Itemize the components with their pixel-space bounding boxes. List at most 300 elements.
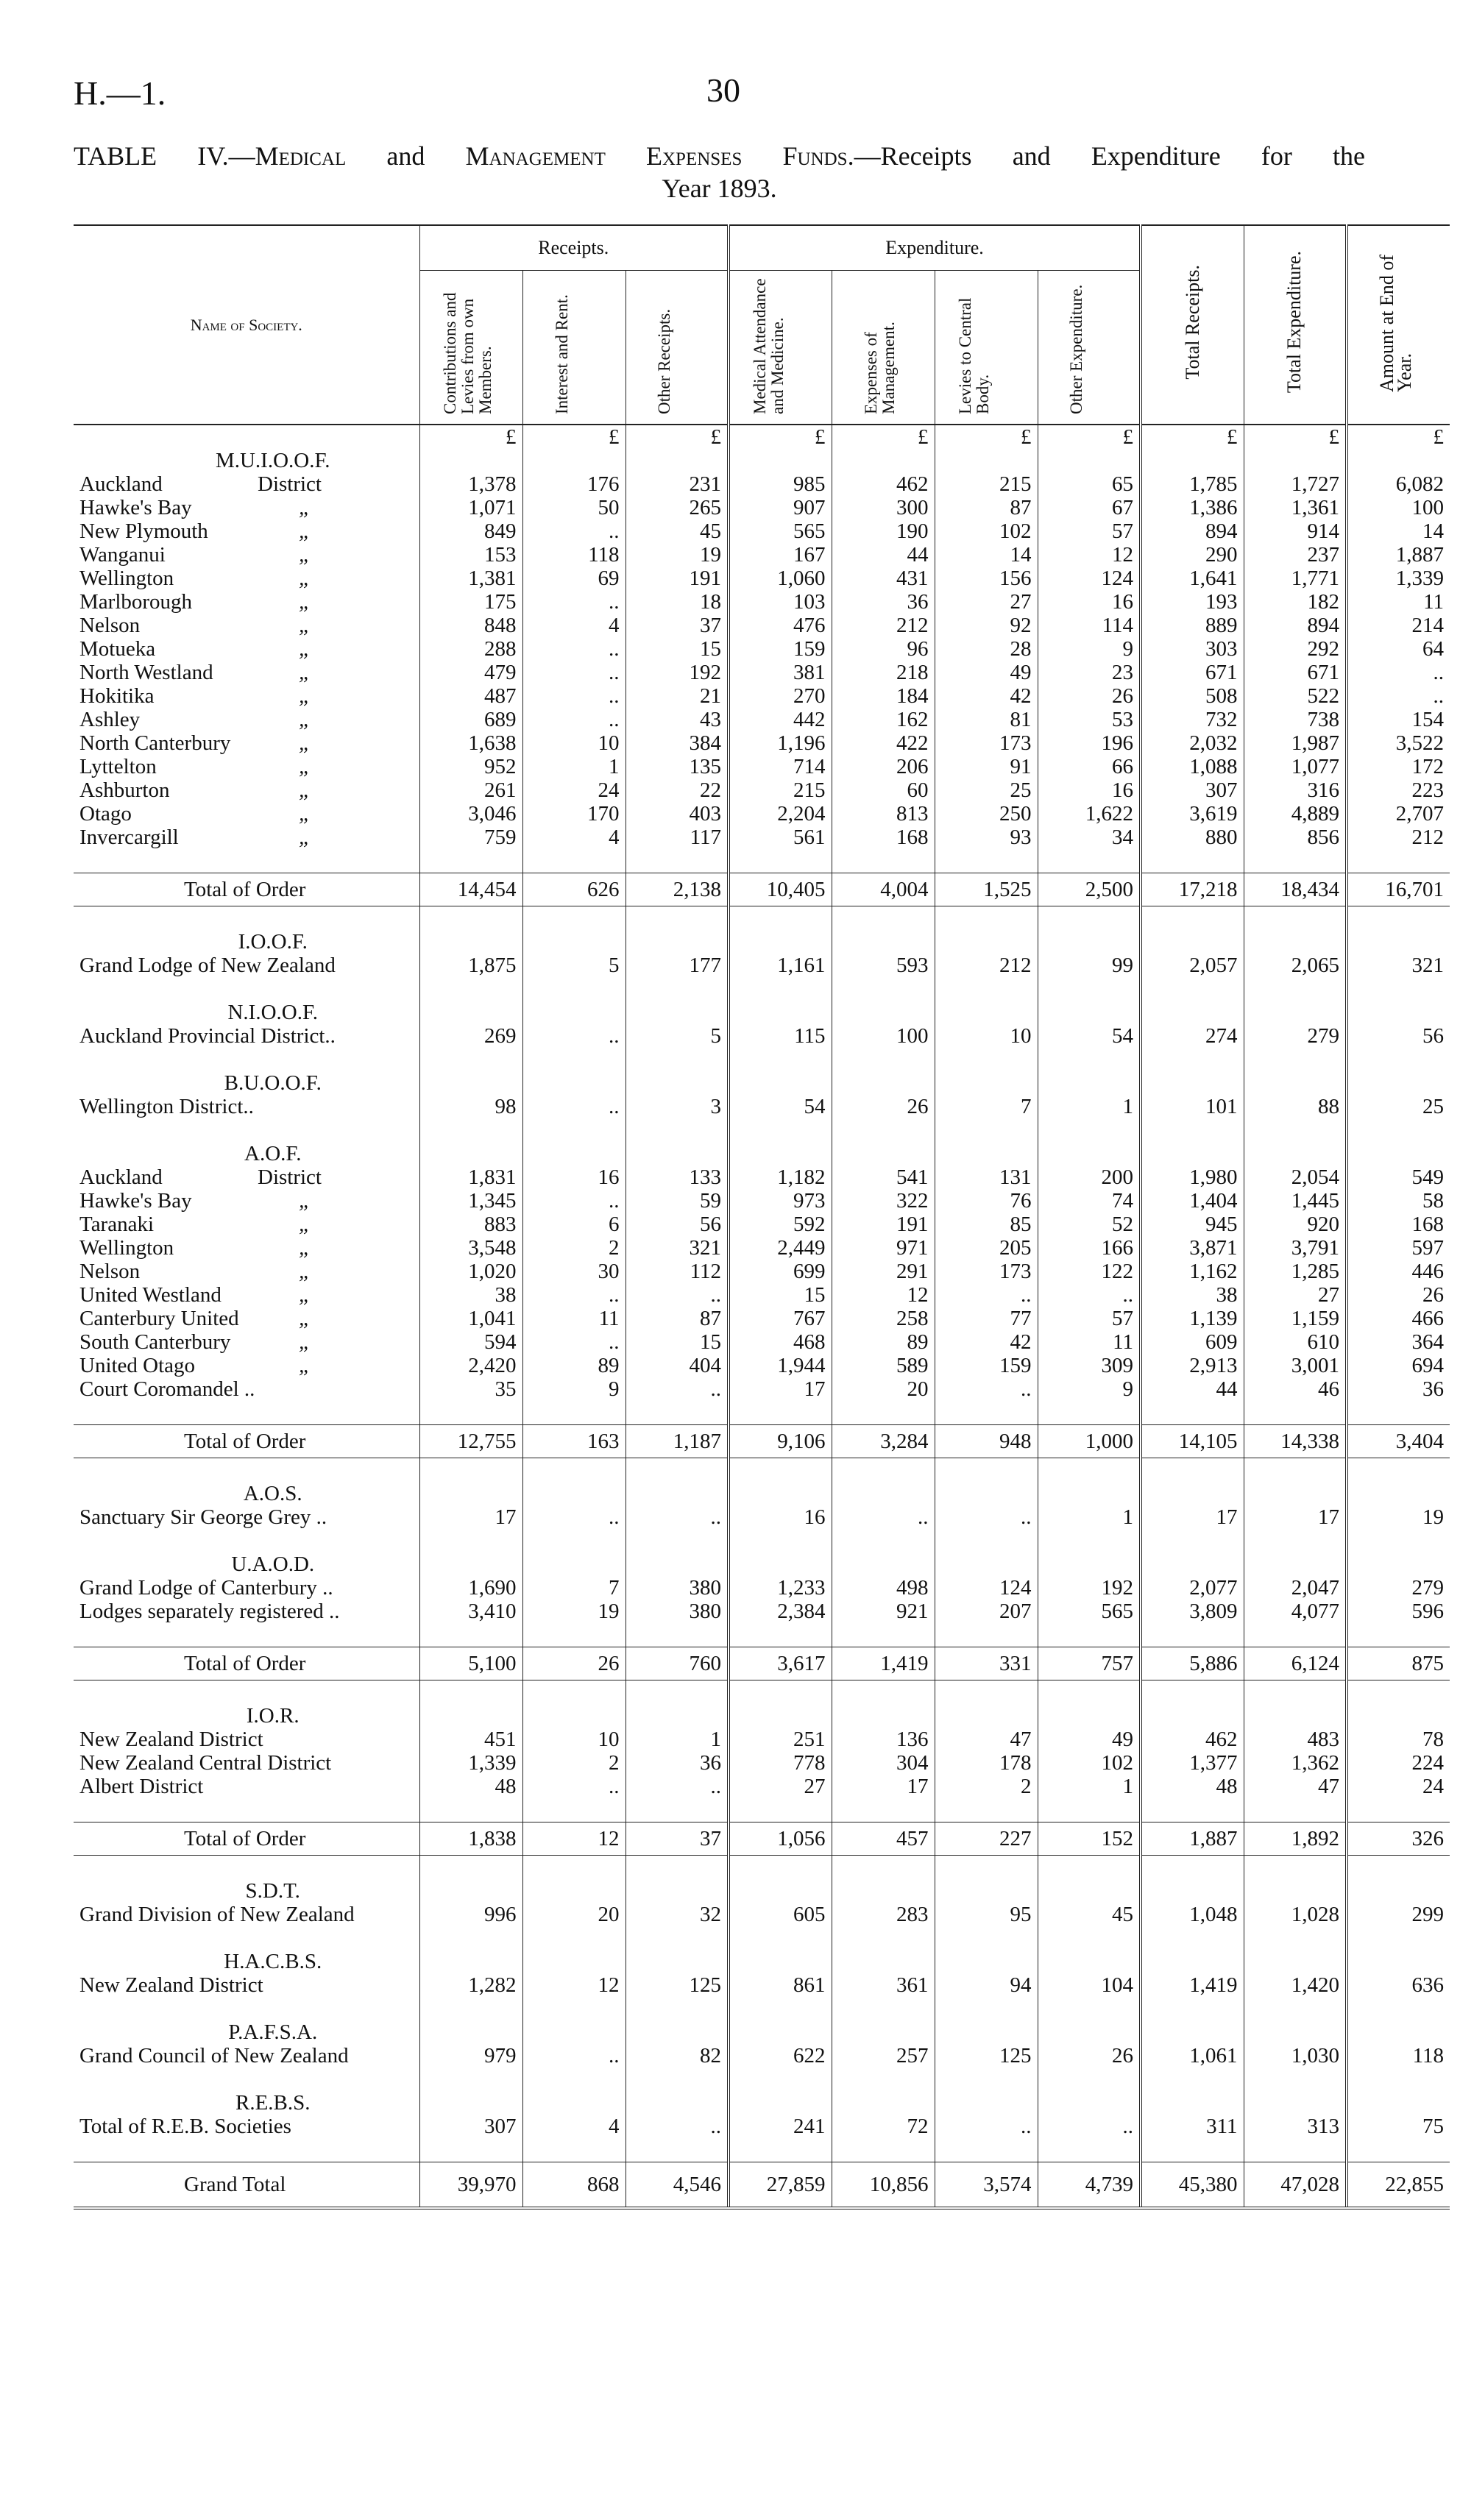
spacer-cell — [1347, 1926, 1450, 1950]
value-cell: 3,410 — [419, 1600, 522, 1623]
spacer-row — [74, 849, 1450, 873]
value-cell: 3,617 — [729, 1647, 832, 1680]
data-table — [74, 224, 1450, 2210]
spacer-cell — [1347, 2138, 1450, 2162]
table-title — [74, 140, 1365, 205]
spacer-cell — [419, 1997, 522, 2020]
value-cell: 53 — [1038, 708, 1141, 731]
value-cell: 689 — [419, 708, 522, 731]
spacer-cell — [729, 849, 832, 873]
value-cell: 1,987 — [1244, 731, 1347, 755]
spacer-cell — [1244, 2020, 1347, 2044]
spacer-cell — [626, 1798, 729, 1822]
value-cell: .. — [626, 1377, 729, 1401]
spacer-cell — [935, 1997, 1038, 2020]
spacer-cell — [1141, 1623, 1244, 1647]
spacer-cell — [1038, 1926, 1141, 1950]
spacer-cell — [626, 849, 729, 873]
society-label: Motueka — [79, 637, 156, 661]
spacer-cell — [626, 930, 729, 954]
value-cell: 56 — [626, 1213, 729, 1236]
value-cell: 849 — [419, 519, 522, 543]
spacer-row — [74, 1623, 1450, 1647]
value-cell: 54 — [729, 1095, 832, 1118]
spacer-cell — [1038, 1071, 1141, 1095]
value-cell: 87 — [626, 1307, 729, 1330]
value-cell: 64 — [1347, 637, 1450, 661]
spacer-cell — [935, 1856, 1038, 1880]
spacer-cell — [1347, 1680, 1450, 1705]
spacer-cell — [1244, 1926, 1347, 1950]
value-cell: 153 — [419, 543, 522, 567]
value-cell: 331 — [935, 1647, 1038, 1680]
spacer-cell — [1141, 1798, 1244, 1822]
grand-total-label: Grand Total — [74, 2162, 419, 2209]
value-cell: 321 — [626, 1236, 729, 1260]
spacer-cell — [729, 449, 832, 472]
spacer-cell — [832, 1798, 935, 1822]
value-cell: 215 — [729, 778, 832, 802]
spacer-cell — [1244, 1458, 1347, 1483]
spacer-cell — [626, 906, 729, 931]
value-cell: 10 — [935, 1024, 1038, 1048]
value-cell: 3,548 — [419, 1236, 522, 1260]
society-label: Grand Lodge of Canterbury .. — [79, 1576, 333, 1600]
value-cell: 1,419 — [832, 1647, 935, 1680]
society-suffix: District — [258, 1165, 322, 1189]
value-cell: 732 — [1141, 708, 1244, 731]
spacer-cell — [832, 449, 935, 472]
value-cell: 4,889 — [1244, 802, 1347, 826]
spacer-cell — [419, 2138, 522, 2162]
spacer-cell — [419, 1401, 522, 1425]
value-cell: 30 — [522, 1260, 626, 1283]
society-label: Otago — [79, 802, 132, 826]
value-cell: 1,041 — [419, 1307, 522, 1330]
value-cell: 592 — [729, 1213, 832, 1236]
spacer-cell — [1141, 2091, 1244, 2115]
spacer-cell — [1038, 1142, 1141, 1165]
society-suffix: „ — [299, 543, 311, 567]
spacer-cell — [1347, 1552, 1450, 1576]
value-cell: 1,361 — [1244, 496, 1347, 519]
value-cell: 1 — [626, 1728, 729, 1751]
value-cell: 5,886 — [1141, 1647, 1244, 1680]
spacer-cell — [1038, 1997, 1141, 2020]
value-cell: 212 — [1347, 826, 1450, 849]
order-header-row — [74, 1071, 1450, 1095]
value-cell: 636 — [1347, 1973, 1450, 1997]
spacer-cell — [74, 1118, 419, 1142]
value-cell: 1,020 — [419, 1260, 522, 1283]
spacer-cell — [832, 849, 935, 873]
value-cell: 192 — [626, 661, 729, 684]
value-cell: 42 — [935, 684, 1038, 708]
value-cell: 122 — [1038, 1260, 1141, 1283]
value-cell: 92 — [935, 614, 1038, 637]
spacer-cell — [419, 977, 522, 1001]
value-cell: .. — [522, 590, 626, 614]
value-cell: 1,381 — [419, 567, 522, 590]
spacer-cell — [1244, 977, 1347, 1001]
spacer-cell — [935, 977, 1038, 1001]
spacer-cell — [1347, 1482, 1450, 1505]
value-cell: 54 — [1038, 1024, 1141, 1048]
table-row — [74, 543, 1450, 567]
spacer-cell — [419, 2091, 522, 2115]
society-name — [74, 708, 419, 731]
value-cell: 95 — [935, 1903, 1038, 1926]
society-name — [74, 778, 419, 802]
value-cell: 309 — [1038, 1354, 1141, 1377]
society-label: Grand Lodge of New Zealand — [79, 954, 336, 977]
spacer-cell — [522, 1118, 626, 1142]
value-cell: 17 — [419, 1505, 522, 1529]
spacer-cell — [1038, 1401, 1141, 1425]
value-cell: 26 — [1347, 1283, 1450, 1307]
spacer-cell — [935, 1529, 1038, 1552]
total-row — [74, 1425, 1450, 1458]
value-cell: 67 — [1038, 496, 1141, 519]
spacer-cell — [935, 1704, 1038, 1728]
value-cell: .. — [522, 519, 626, 543]
spacer-cell — [729, 1458, 832, 1483]
spacer-cell — [832, 1118, 935, 1142]
value-cell: 875 — [1347, 1647, 1450, 1680]
value-cell: 11 — [522, 1307, 626, 1330]
value-cell: 47 — [1244, 1775, 1347, 1798]
value-cell: 156 — [935, 567, 1038, 590]
value-cell: 82 — [626, 2044, 729, 2068]
spacer-cell — [729, 1856, 832, 1880]
spacer-cell — [935, 930, 1038, 954]
value-cell: 269 — [419, 1024, 522, 1048]
value-cell: 27 — [729, 1775, 832, 1798]
spacer-cell — [74, 1458, 419, 1483]
spacer-cell — [1038, 1118, 1141, 1142]
society-suffix: „ — [299, 684, 311, 708]
spacer-cell — [1038, 449, 1141, 472]
value-cell: .. — [935, 1505, 1038, 1529]
society-label: New Plymouth — [79, 519, 208, 543]
value-cell: 856 — [1244, 826, 1347, 849]
table-header — [74, 225, 1450, 425]
spacer-row — [74, 1458, 1450, 1483]
spacer-cell — [419, 449, 522, 472]
total-label: Total of Order — [74, 1647, 419, 1680]
value-cell: .. — [1347, 661, 1450, 684]
value-cell: 1,077 — [1244, 755, 1347, 778]
society-label: Sanctuary Sir George Grey .. — [79, 1505, 327, 1529]
order-name: H.A.C.B.S. — [224, 1950, 322, 1973]
spacer-cell — [1347, 1071, 1450, 1095]
spacer-cell — [626, 1482, 729, 1505]
value-cell: 10 — [522, 731, 626, 755]
value-cell: 2,384 — [729, 1600, 832, 1623]
value-cell: 1,071 — [419, 496, 522, 519]
spacer-cell — [74, 1623, 419, 1647]
value-cell: 124 — [1038, 567, 1141, 590]
society-label: Lyttelton — [79, 755, 157, 778]
value-cell: 1,727 — [1244, 472, 1347, 496]
society-label: Auckland Provincial District.. — [79, 1024, 336, 1048]
spacer-cell — [1038, 849, 1141, 873]
spacer-cell — [74, 1997, 419, 2020]
value-cell: 10,856 — [832, 2162, 935, 2209]
society-suffix: „ — [299, 708, 311, 731]
spacer-cell — [1141, 1879, 1244, 1903]
value-cell: 508 — [1141, 684, 1244, 708]
col-amount-end-of-year: Amount at End of Year. — [1347, 225, 1450, 425]
value-cell: .. — [522, 637, 626, 661]
spacer-cell — [935, 2020, 1038, 2044]
spacer-cell — [1244, 1529, 1347, 1552]
value-cell: 914 — [1244, 519, 1347, 543]
society-label: Hawke's Bay — [79, 1189, 192, 1213]
value-cell: 270 — [729, 684, 832, 708]
society-suffix: „ — [299, 1260, 311, 1283]
spacer-cell — [419, 1879, 522, 1903]
value-cell: 2,500 — [1038, 873, 1141, 906]
society-suffix: „ — [299, 1283, 311, 1307]
spacer-cell — [1141, 1142, 1244, 1165]
spacer-row — [74, 1048, 1450, 1071]
value-cell: 36 — [832, 590, 935, 614]
value-cell: 177 — [626, 954, 729, 977]
value-cell: 250 — [935, 802, 1038, 826]
col-management: Expenses of Management. — [832, 271, 935, 425]
value-cell: 1,980 — [1141, 1165, 1244, 1189]
spacer-cell — [935, 1623, 1038, 1647]
spacer-cell — [522, 1926, 626, 1950]
value-cell: 9 — [1038, 1377, 1141, 1401]
spacer-cell — [1038, 906, 1141, 931]
spacer-cell — [935, 1482, 1038, 1505]
value-cell: 813 — [832, 802, 935, 826]
value-cell: 173 — [935, 1260, 1038, 1283]
value-cell: 192 — [1038, 1576, 1141, 1600]
table-row — [74, 684, 1450, 708]
spacer-cell — [1244, 1623, 1347, 1647]
value-cell: 118 — [1347, 2044, 1450, 2068]
value-cell: 541 — [832, 1165, 935, 1189]
value-cell: 1,944 — [729, 1354, 832, 1377]
spacer-cell — [1347, 906, 1450, 931]
spacer-cell — [1347, 1142, 1450, 1165]
society-label: Nelson — [79, 1260, 141, 1283]
value-cell: 300 — [832, 496, 935, 519]
value-cell: 103 — [729, 590, 832, 614]
spacer-cell — [419, 1482, 522, 1505]
value-cell: 1,159 — [1244, 1307, 1347, 1330]
value-cell: 7 — [935, 1095, 1038, 1118]
value-cell: .. — [522, 1330, 626, 1354]
value-cell: 91 — [935, 755, 1038, 778]
value-cell: .. — [522, 1505, 626, 1529]
spacer-cell — [522, 2091, 626, 2115]
spacer-cell — [522, 1001, 626, 1024]
value-cell: 5 — [522, 954, 626, 977]
value-cell: 3,001 — [1244, 1354, 1347, 1377]
value-cell: 190 — [832, 519, 935, 543]
spacer-cell — [626, 1950, 729, 1973]
value-cell: 597 — [1347, 1236, 1450, 1260]
spacer-cell — [522, 449, 626, 472]
document-reference: H.—1. — [74, 74, 166, 112]
spacer-cell — [832, 977, 935, 1001]
value-cell: .. — [522, 1189, 626, 1213]
spacer-cell — [419, 1001, 522, 1024]
table-row — [74, 1165, 1450, 1189]
spacer-cell — [1038, 2068, 1141, 2091]
society-name — [74, 802, 419, 826]
value-cell: 1 — [1038, 1505, 1141, 1529]
value-cell: 16 — [1038, 590, 1141, 614]
value-cell: 36 — [1347, 1377, 1450, 1401]
spacer-cell — [419, 1552, 522, 1576]
spacer-cell — [1347, 1798, 1450, 1822]
society-suffix: „ — [299, 496, 311, 519]
spacer-cell — [1244, 1552, 1347, 1576]
spacer-cell — [1141, 1704, 1244, 1728]
value-cell: 12 — [832, 1283, 935, 1307]
spacer-cell — [74, 1680, 419, 1705]
value-cell: 241 — [729, 2115, 832, 2138]
value-cell: 3,871 — [1141, 1236, 1244, 1260]
spacer-cell — [832, 1680, 935, 1705]
value-cell: 1,386 — [1141, 496, 1244, 519]
society-name — [74, 1728, 419, 1751]
value-cell: 257 — [832, 2044, 935, 2068]
value-cell: 66 — [1038, 755, 1141, 778]
spacer-cell — [729, 1401, 832, 1425]
spacer-cell — [522, 1552, 626, 1576]
value-cell: 2,204 — [729, 802, 832, 826]
spacer-cell — [626, 1623, 729, 1647]
value-cell: .. — [522, 661, 626, 684]
value-cell: 47 — [935, 1728, 1038, 1751]
value-cell: 3,522 — [1347, 731, 1450, 755]
value-cell: 258 — [832, 1307, 935, 1330]
society-name — [74, 1165, 419, 1189]
spacer-cell — [729, 1798, 832, 1822]
value-cell: 36 — [626, 1751, 729, 1775]
value-cell: 299 — [1347, 1903, 1450, 1926]
spacer-cell — [729, 1704, 832, 1728]
value-cell: 279 — [1347, 1576, 1450, 1600]
spacer-cell — [1038, 1048, 1141, 1071]
spacer-cell — [1244, 2068, 1347, 2091]
value-cell: 1,525 — [935, 873, 1038, 906]
spacer-cell — [74, 977, 419, 1001]
order-header-row — [74, 1142, 1450, 1165]
spacer-cell — [522, 1879, 626, 1903]
spacer-cell — [1244, 1482, 1347, 1505]
spacer-cell — [626, 1997, 729, 2020]
value-cell: 1,060 — [729, 567, 832, 590]
society-suffix: „ — [299, 731, 311, 755]
value-cell: 3,809 — [1141, 1600, 1244, 1623]
value-cell: 1,061 — [1141, 2044, 1244, 2068]
order-name: A.O.F. — [244, 1142, 302, 1165]
value-cell: 4,077 — [1244, 1600, 1347, 1623]
spacer-cell — [1038, 1680, 1141, 1705]
value-cell: .. — [626, 1505, 729, 1529]
value-cell: 27,859 — [729, 2162, 832, 2209]
value-cell: 48 — [1141, 1775, 1244, 1798]
table-row — [74, 1600, 1450, 1623]
society-label: Wellington — [79, 567, 174, 590]
value-cell: 14,338 — [1244, 1425, 1347, 1458]
society-name — [74, 1377, 419, 1401]
society-label: North Westland — [79, 661, 213, 684]
spacer-cell — [1244, 2138, 1347, 2162]
value-cell: 3,574 — [935, 2162, 1038, 2209]
col-levies: Levies to Central Body. — [935, 271, 1038, 425]
value-cell: 2,057 — [1141, 954, 1244, 977]
order-header-row — [74, 2020, 1450, 2044]
spacer-cell — [419, 930, 522, 954]
spacer-cell — [729, 1623, 832, 1647]
value-cell: 42 — [935, 1330, 1038, 1354]
table-row — [74, 1260, 1450, 1283]
value-cell: 100 — [832, 1024, 935, 1048]
value-cell: 1,196 — [729, 731, 832, 755]
value-cell: 76 — [935, 1189, 1038, 1213]
spacer-cell — [1244, 1680, 1347, 1705]
value-cell: 326 — [1347, 1822, 1450, 1856]
spacer-cell — [1141, 1048, 1244, 1071]
spacer-cell — [522, 2020, 626, 2044]
society-suffix: „ — [299, 1330, 311, 1354]
value-cell: 172 — [1347, 755, 1450, 778]
table-row — [74, 1189, 1450, 1213]
table-row — [74, 496, 1450, 519]
spacer-cell — [729, 1118, 832, 1142]
value-cell: 1,030 — [1244, 2044, 1347, 2068]
currency-unit: £ — [935, 425, 1038, 449]
col-name-of-society: Name of Society. — [74, 225, 419, 425]
value-cell: 16 — [729, 1505, 832, 1529]
value-cell: 283 — [832, 1903, 935, 1926]
spacer-cell — [626, 977, 729, 1001]
value-cell: 561 — [729, 826, 832, 849]
society-name — [74, 1283, 419, 1307]
spacer-cell — [626, 2091, 729, 2115]
society-name — [74, 1903, 419, 1926]
total-row — [74, 873, 1450, 906]
spacer-cell — [1347, 977, 1450, 1001]
spacer-cell — [1347, 1704, 1450, 1728]
currency-unit: £ — [1244, 425, 1347, 449]
value-cell: 47,028 — [1244, 2162, 1347, 2209]
value-cell: 1,831 — [419, 1165, 522, 1189]
spacer-cell — [1244, 449, 1347, 472]
value-cell: 626 — [522, 873, 626, 906]
spacer-cell — [1141, 2068, 1244, 2091]
value-cell: 313 — [1244, 2115, 1347, 2138]
value-cell: 9 — [1038, 637, 1141, 661]
spacer-cell — [935, 2138, 1038, 2162]
spacer-cell — [626, 1552, 729, 1576]
value-cell: 16 — [1038, 778, 1141, 802]
title-and: and — [346, 141, 466, 171]
order-header-row — [74, 1001, 1450, 1024]
value-cell: 117 — [626, 826, 729, 849]
value-cell: 19 — [626, 543, 729, 567]
society-name — [74, 684, 419, 708]
society-label: United Otago — [79, 1354, 196, 1377]
